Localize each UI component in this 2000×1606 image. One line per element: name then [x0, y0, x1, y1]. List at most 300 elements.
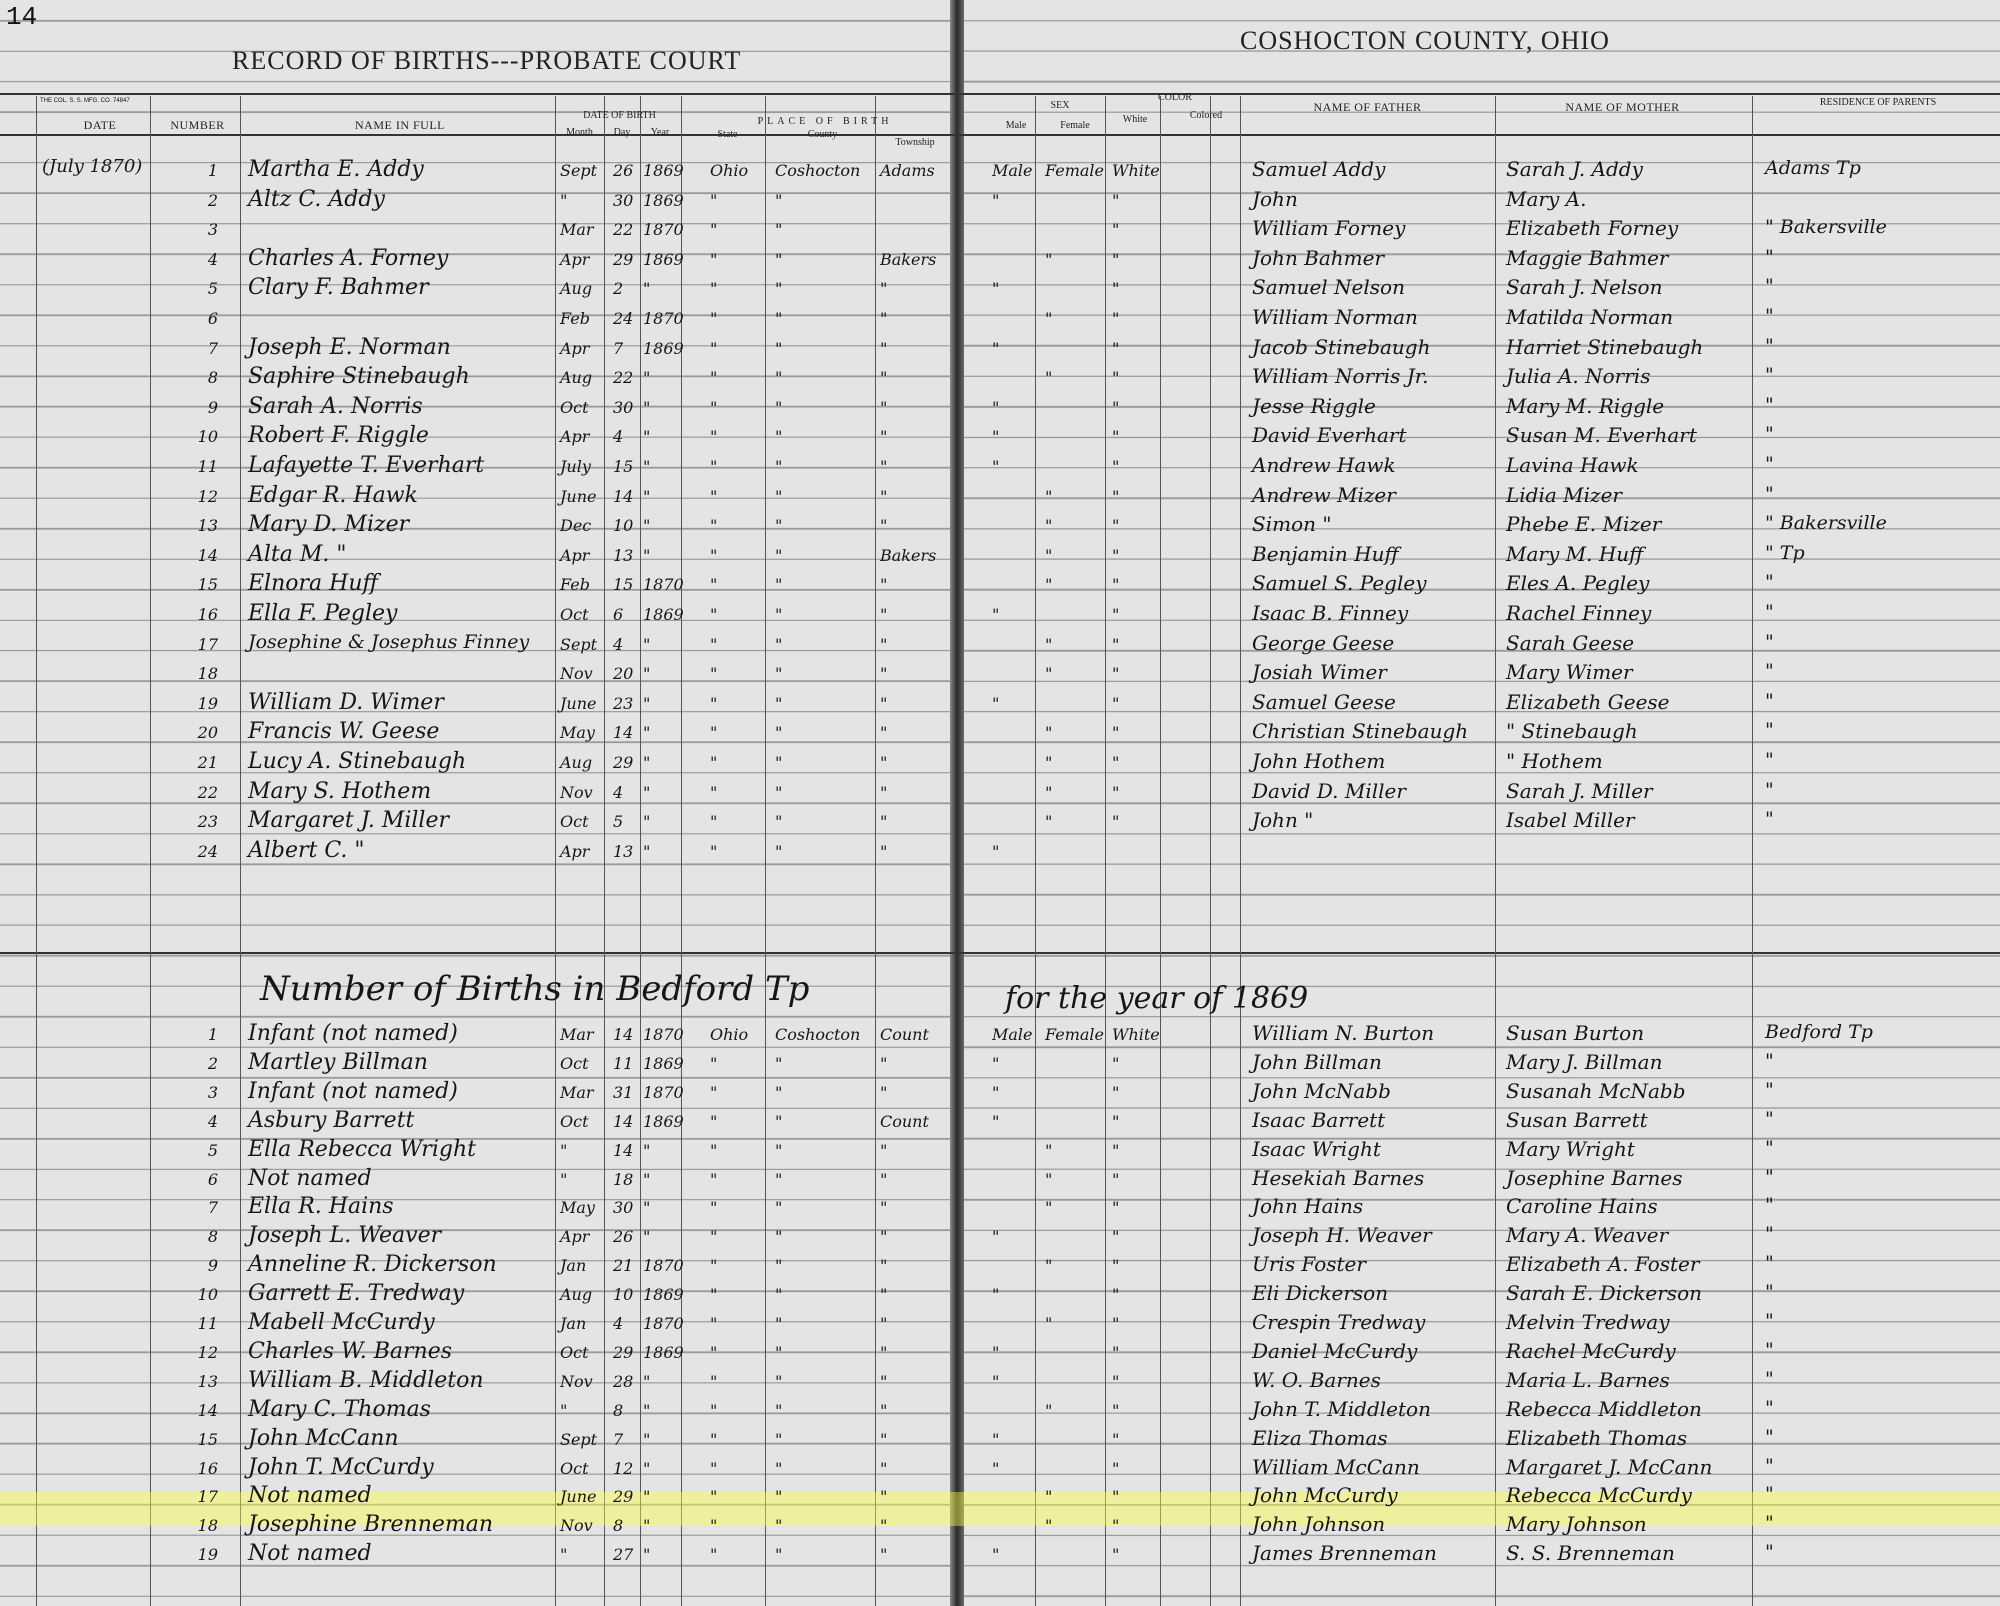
birth-month: Dec — [560, 516, 592, 536]
mother-name: Sarah Geese — [1506, 630, 1635, 655]
child-name: Clary F. Bahmer — [248, 275, 429, 301]
col-rule — [1240, 96, 1241, 1606]
parents-residence: " — [1765, 453, 1774, 475]
birth-township: " — [880, 1140, 888, 1160]
birth-month: Feb — [560, 575, 590, 595]
sex-male: " — [992, 397, 1000, 417]
mother-name: Margaret J. McCann — [1506, 1454, 1713, 1479]
mother-name: Isabel Miller — [1506, 808, 1635, 833]
color-white: " — [1112, 1314, 1120, 1333]
parents-residence: " Tp — [1765, 541, 1805, 564]
birth-day: 26 — [613, 1227, 634, 1247]
color-white: " — [1112, 368, 1120, 388]
birth-township: Count — [880, 1111, 929, 1131]
parents-residence: " — [1765, 1483, 1774, 1506]
mother-name: Julia A. Norris — [1506, 364, 1651, 389]
birth-month: June — [560, 1487, 597, 1507]
header-female: Female — [1060, 120, 1090, 131]
birth-township: " — [880, 1314, 888, 1333]
mother-name: Susanah McNabb — [1506, 1078, 1686, 1103]
birth-month: Aug — [560, 753, 593, 772]
birth-township: " — [880, 279, 888, 299]
mother-name: Lavina Hawk — [1506, 453, 1639, 477]
parents-residence: " — [1765, 630, 1774, 653]
parents-residence: " — [1765, 1165, 1774, 1188]
birth-year: 1870 — [643, 1256, 684, 1276]
parents-residence: " — [1765, 601, 1774, 623]
color-white: " — [1112, 1053, 1120, 1073]
birth-county: " — [775, 309, 783, 328]
parents-residence: " — [1765, 778, 1774, 801]
birth-township: " — [880, 1516, 888, 1536]
birth-state: " — [710, 1429, 718, 1449]
mother-name: Sarah J. Nelson — [1506, 275, 1663, 300]
birth-township: Count — [880, 1025, 929, 1044]
child-name: Josephine Brenneman — [248, 1512, 494, 1538]
birth-month: Oct — [560, 1053, 589, 1073]
birth-township: " — [880, 457, 888, 476]
birth-county: " — [775, 1227, 783, 1247]
birth-day: 7 — [613, 338, 624, 358]
parents-residence: " — [1765, 275, 1774, 298]
row-number: 18 — [197, 1516, 218, 1536]
mother-name: Mary A. — [1506, 186, 1587, 211]
birth-township: Adams — [880, 161, 935, 180]
birth-state: " — [710, 782, 718, 802]
parents-residence: " — [1765, 1512, 1774, 1535]
birth-state: " — [710, 1082, 718, 1102]
birth-day: 11 — [613, 1053, 634, 1073]
mother-name: Mary M. Huff — [1506, 541, 1644, 566]
father-name: Benjamin Huff — [1252, 541, 1399, 566]
birth-state: " — [710, 397, 718, 417]
birth-month: Oct — [560, 1458, 589, 1478]
birth-township: " — [880, 1487, 888, 1507]
birth-year: 1869 — [643, 190, 684, 210]
header-bottom-rule — [0, 134, 2000, 136]
birth-state: " — [710, 753, 718, 772]
birth-month: Apr — [560, 338, 590, 358]
row-number: 14 — [197, 545, 218, 565]
row-number: 8 — [207, 1227, 218, 1247]
sex-female: Female — [1045, 1025, 1104, 1044]
row-number: 4 — [207, 1111, 218, 1131]
color-white: " — [1112, 693, 1120, 713]
birth-township: " — [880, 1400, 888, 1420]
birth-county: " — [775, 1256, 783, 1276]
birth-day: 27 — [613, 1545, 634, 1565]
child-name: Anneline R. Dickerson — [248, 1252, 497, 1278]
birth-month: Nov — [560, 1371, 593, 1391]
sex-male: " — [992, 1545, 1000, 1565]
header-date-of-birth: DATE OF BIRTH — [583, 110, 656, 121]
child-name: William B. Middleton — [248, 1367, 484, 1393]
birth-year: " — [643, 1545, 651, 1565]
color-white: " — [1112, 249, 1120, 269]
birth-day: 4 — [613, 782, 624, 802]
color-white: " — [1112, 1342, 1120, 1362]
birth-day: 12 — [613, 1458, 634, 1478]
birth-month: May — [560, 723, 595, 743]
mother-name: Mary M. Riggle — [1506, 393, 1665, 418]
birth-township: " — [880, 338, 888, 358]
birth-year: 1869 — [643, 1053, 684, 1073]
birth-county: " — [775, 220, 783, 240]
birth-county: " — [775, 1314, 783, 1333]
birth-state: " — [710, 338, 718, 358]
birth-day: 14 — [613, 486, 634, 506]
birth-township: " — [880, 1545, 888, 1565]
mother-name: Phebe E. Mizer — [1506, 512, 1662, 537]
birth-state: " — [710, 279, 718, 299]
color-white: " — [1112, 753, 1120, 772]
birth-state: " — [710, 545, 718, 565]
birth-year: " — [643, 841, 651, 861]
birth-state: " — [710, 723, 718, 743]
father-name: James Brenneman — [1252, 1541, 1437, 1566]
birth-day: 14 — [613, 1140, 634, 1160]
birth-county: " — [775, 605, 783, 624]
sex-male: " — [992, 1082, 1000, 1102]
parents-residence: " — [1765, 1136, 1774, 1159]
sex-male: " — [992, 1458, 1000, 1478]
row-number: 14 — [197, 1400, 218, 1420]
birth-township: " — [880, 575, 888, 595]
birth-county: " — [775, 249, 783, 269]
mother-name: Sarah E. Dickerson — [1506, 1281, 1702, 1306]
birth-county: " — [775, 457, 783, 476]
birth-month: Apr — [560, 427, 590, 447]
birth-state: " — [710, 1227, 718, 1247]
birth-day: 15 — [613, 575, 634, 595]
birth-state: " — [710, 1169, 718, 1189]
color-white: White — [1112, 1025, 1160, 1044]
birth-county: " — [775, 753, 783, 772]
header-sex: SEX — [1050, 100, 1070, 111]
col-rule — [1035, 96, 1036, 1606]
section-divider-rule — [0, 952, 2000, 954]
birth-month: Sept — [560, 634, 598, 654]
mother-name: Lidia Mizer — [1506, 482, 1622, 507]
parents-residence: " — [1765, 1194, 1774, 1217]
father-name: David D. Miller — [1252, 778, 1406, 803]
child-name: Saphire Stinebaugh — [248, 364, 470, 390]
birth-state: " — [710, 309, 718, 328]
birth-state: " — [710, 664, 718, 684]
birth-month: Oct — [560, 812, 589, 832]
parents-residence: " — [1765, 1338, 1774, 1361]
birth-county: " — [775, 634, 783, 654]
father-name: Josiah Wimer — [1252, 660, 1387, 685]
parents-residence: " — [1765, 808, 1774, 831]
birth-day: 4 — [613, 427, 624, 447]
sex-male: " — [992, 427, 1000, 447]
birth-month: Apr — [560, 1227, 590, 1247]
father-name: John T. Middleton — [1252, 1396, 1431, 1421]
mother-name: Mary J. Billman — [1506, 1049, 1663, 1074]
birth-month: Aug — [560, 279, 593, 299]
row-number: 4 — [207, 249, 218, 269]
color-white: " — [1112, 309, 1120, 328]
birth-year: 1870 — [643, 1025, 684, 1044]
child-name: Robert F. Riggle — [248, 423, 429, 449]
birth-month: Jan — [560, 1256, 587, 1276]
sex-male: " — [992, 190, 1000, 210]
birth-county: " — [775, 338, 783, 358]
parents-residence: " — [1765, 1310, 1774, 1332]
birth-county: " — [775, 1198, 783, 1218]
birth-county: " — [775, 723, 783, 743]
birth-year: " — [643, 427, 651, 447]
child-name: Josephine & Josephus Finney — [248, 630, 530, 653]
mother-name: Mary Wimer — [1506, 660, 1633, 685]
birth-month: Nov — [560, 782, 593, 802]
birth-month: Feb — [560, 309, 590, 328]
row-number: 1 — [207, 161, 218, 180]
parents-residence: " — [1765, 660, 1774, 683]
birth-county: " — [775, 545, 783, 565]
birth-township: " — [880, 368, 888, 388]
sex-male: " — [992, 605, 1000, 624]
birth-month: Oct — [560, 605, 589, 624]
birth-state: " — [710, 1140, 718, 1160]
birth-year: 1870 — [643, 309, 684, 328]
birth-county: " — [775, 516, 783, 536]
birth-month: " — [560, 1140, 568, 1160]
color-white: " — [1112, 1458, 1120, 1478]
mother-name: Rachel Finney — [1506, 601, 1652, 625]
birth-state: " — [710, 190, 718, 210]
sex-female: " — [1045, 1169, 1053, 1189]
birth-county: " — [775, 1429, 783, 1449]
birth-month: Aug — [560, 1285, 593, 1305]
birth-year: " — [643, 1371, 651, 1391]
birth-year: " — [643, 1487, 651, 1507]
color-white: " — [1112, 1545, 1120, 1565]
color-white: " — [1112, 279, 1120, 299]
header-name-of-mother: NAME OF MOTHER — [1565, 100, 1680, 114]
col-rule — [555, 96, 556, 1606]
color-white: " — [1112, 1487, 1120, 1507]
child-name: Martha E. Addy — [248, 157, 424, 182]
birth-year: " — [643, 397, 651, 417]
birth-year: " — [643, 723, 651, 743]
row-number: 13 — [197, 516, 218, 536]
color-white: " — [1112, 1111, 1120, 1131]
birth-township: Bakers — [880, 249, 937, 269]
section-heading-right: for the year of 1869 — [1005, 981, 1309, 1016]
birth-day: 4 — [613, 634, 624, 654]
parents-residence: " — [1765, 1223, 1774, 1246]
birth-year: 1870 — [643, 575, 684, 595]
birth-year: 1869 — [643, 605, 684, 624]
child-name: Mary S. Hothem — [248, 778, 432, 804]
parents-residence: Adams Tp — [1765, 157, 1861, 179]
birth-township: Bakers — [880, 545, 937, 565]
birth-state: " — [710, 427, 718, 447]
father-name: Uris Foster — [1252, 1252, 1366, 1277]
color-white: " — [1112, 1285, 1120, 1305]
birth-year: " — [643, 486, 651, 506]
parents-residence: " — [1765, 749, 1774, 771]
color-white: " — [1112, 486, 1120, 506]
father-name: Crespin Tredway — [1252, 1310, 1426, 1334]
sex-female: " — [1045, 782, 1053, 802]
row-number: 10 — [197, 427, 218, 447]
birth-county: " — [775, 1487, 783, 1507]
child-name: Francis W. Geese — [248, 719, 440, 745]
birth-state: " — [710, 1400, 718, 1420]
header-day: Day — [613, 127, 631, 138]
birth-state: " — [710, 1342, 718, 1362]
father-name: Joseph H. Weaver — [1252, 1223, 1432, 1248]
father-name: Daniel McCurdy — [1252, 1338, 1418, 1363]
row-number: 18 — [197, 664, 218, 684]
birth-day: 13 — [613, 841, 634, 861]
sex-female: Female — [1045, 161, 1104, 180]
birth-day: 31 — [613, 1082, 634, 1102]
child-name: Martley Billman — [248, 1049, 428, 1075]
header-number: NUMBER — [170, 118, 225, 132]
sex-female: " — [1045, 1314, 1053, 1333]
sex-female: " — [1045, 1516, 1053, 1536]
header-state: State — [717, 129, 738, 140]
birth-county: " — [775, 1169, 783, 1189]
mother-name: Elizabeth Forney — [1506, 216, 1679, 241]
birth-day: 21 — [613, 1256, 634, 1276]
birth-day: 29 — [613, 1342, 634, 1362]
mother-name: Sarah J. Addy — [1506, 157, 1643, 181]
birth-day: 14 — [613, 1025, 634, 1044]
child-name: Elnora Huff — [248, 571, 379, 597]
birth-day: 14 — [613, 723, 634, 743]
birth-month: " — [560, 190, 568, 210]
row-number: 13 — [197, 1371, 218, 1391]
child-name: Albert C. " — [248, 837, 365, 863]
birth-state: " — [710, 368, 718, 388]
birth-county: Coshocton — [775, 1025, 861, 1044]
row-number: 10 — [197, 1285, 218, 1305]
color-white: " — [1112, 220, 1120, 240]
col-rule — [1495, 96, 1496, 1606]
birth-month: Aug — [560, 368, 593, 388]
parents-residence: " — [1765, 1281, 1774, 1304]
birth-township: " — [880, 1082, 888, 1102]
child-name: Mabell McCurdy — [248, 1310, 435, 1335]
birth-state: Ohio — [710, 1025, 749, 1044]
mother-name: Melvin Tredway — [1506, 1310, 1670, 1334]
birth-state: " — [710, 1516, 718, 1536]
row-number: 7 — [207, 1198, 218, 1218]
row-number: 7 — [207, 338, 218, 358]
header-male: Male — [1005, 120, 1027, 131]
birth-township: " — [880, 1285, 888, 1305]
sex-male: " — [992, 1371, 1000, 1391]
birth-state: " — [710, 693, 718, 713]
row-number: 3 — [207, 220, 218, 240]
color-white: " — [1112, 338, 1120, 358]
birth-township: " — [880, 693, 888, 713]
birth-month: Sept — [560, 161, 598, 180]
row-number: 9 — [207, 397, 218, 417]
mother-name: Sarah J. Miller — [1506, 778, 1653, 803]
sex-female: " — [1045, 723, 1053, 743]
child-name: Sarah A. Norris — [248, 393, 423, 419]
sex-female: " — [1045, 545, 1053, 565]
birth-county: " — [775, 1342, 783, 1362]
child-name: John McCann — [248, 1425, 399, 1451]
birth-township: " — [880, 664, 888, 684]
child-name: Ella Rebecca Wright — [248, 1136, 476, 1162]
col-rule — [36, 96, 37, 1606]
sex-female: " — [1045, 1140, 1053, 1160]
mother-name: Rachel McCurdy — [1506, 1338, 1676, 1363]
sex-female: " — [1045, 634, 1053, 654]
row-number: 6 — [207, 309, 218, 328]
row-number: 21 — [197, 753, 218, 772]
birth-year: " — [643, 1458, 651, 1478]
row-number: 17 — [197, 634, 218, 654]
sex-female: " — [1045, 249, 1053, 269]
mother-name: Mary Johnson — [1506, 1512, 1647, 1537]
color-white: " — [1112, 1169, 1120, 1189]
mother-name: Elizabeth A. Foster — [1506, 1252, 1700, 1277]
birth-year: " — [643, 693, 651, 713]
father-name: Andrew Mizer — [1252, 482, 1396, 507]
color-white: " — [1112, 1516, 1120, 1536]
child-name: Margaret J. Miller — [248, 808, 449, 834]
birth-year: 1869 — [643, 1111, 684, 1131]
birth-state: " — [710, 516, 718, 536]
birth-month: " — [560, 1545, 568, 1565]
birth-county: " — [775, 1140, 783, 1160]
birth-state: " — [710, 1314, 718, 1333]
birth-day: 30 — [613, 397, 634, 417]
row-number: 5 — [207, 1140, 218, 1160]
birth-state: " — [710, 575, 718, 595]
father-name: George Geese — [1252, 630, 1395, 655]
parents-residence: " — [1765, 364, 1774, 387]
parents-residence: " — [1765, 1454, 1774, 1477]
sex-male: " — [992, 1111, 1000, 1131]
birth-month: Apr — [560, 841, 590, 861]
col-rule — [1752, 96, 1753, 1606]
row-number: 15 — [197, 1429, 218, 1449]
color-white: " — [1112, 1082, 1120, 1102]
birth-township: " — [880, 516, 888, 536]
sex-male: " — [992, 841, 1000, 861]
birth-township: " — [880, 1342, 888, 1362]
parents-residence: " — [1765, 1049, 1774, 1072]
parents-residence: " — [1765, 1541, 1774, 1564]
section-heading-left: Number of Births in Bedford Tp — [260, 969, 810, 1009]
row-number: 16 — [197, 1458, 218, 1478]
header-residence-of-parents: RESIDENCE OF PARENTS — [1819, 97, 1937, 108]
father-name: Samuel Geese — [1252, 689, 1396, 714]
color-white: " — [1112, 1227, 1120, 1247]
mother-name: Harriet Stinebaugh — [1506, 334, 1704, 359]
parents-residence: " — [1765, 393, 1774, 416]
sex-female: " — [1045, 1400, 1053, 1420]
birth-year: " — [643, 753, 651, 772]
left-page-title: RECORD OF BIRTHS---PROBATE COURT — [232, 46, 742, 75]
child-name: Infant (not named) — [248, 1078, 458, 1104]
birth-county: " — [775, 368, 783, 388]
color-white: " — [1112, 1429, 1120, 1449]
parents-residence: " — [1765, 719, 1774, 742]
birth-state: " — [710, 841, 718, 861]
birth-state: " — [710, 1256, 718, 1276]
